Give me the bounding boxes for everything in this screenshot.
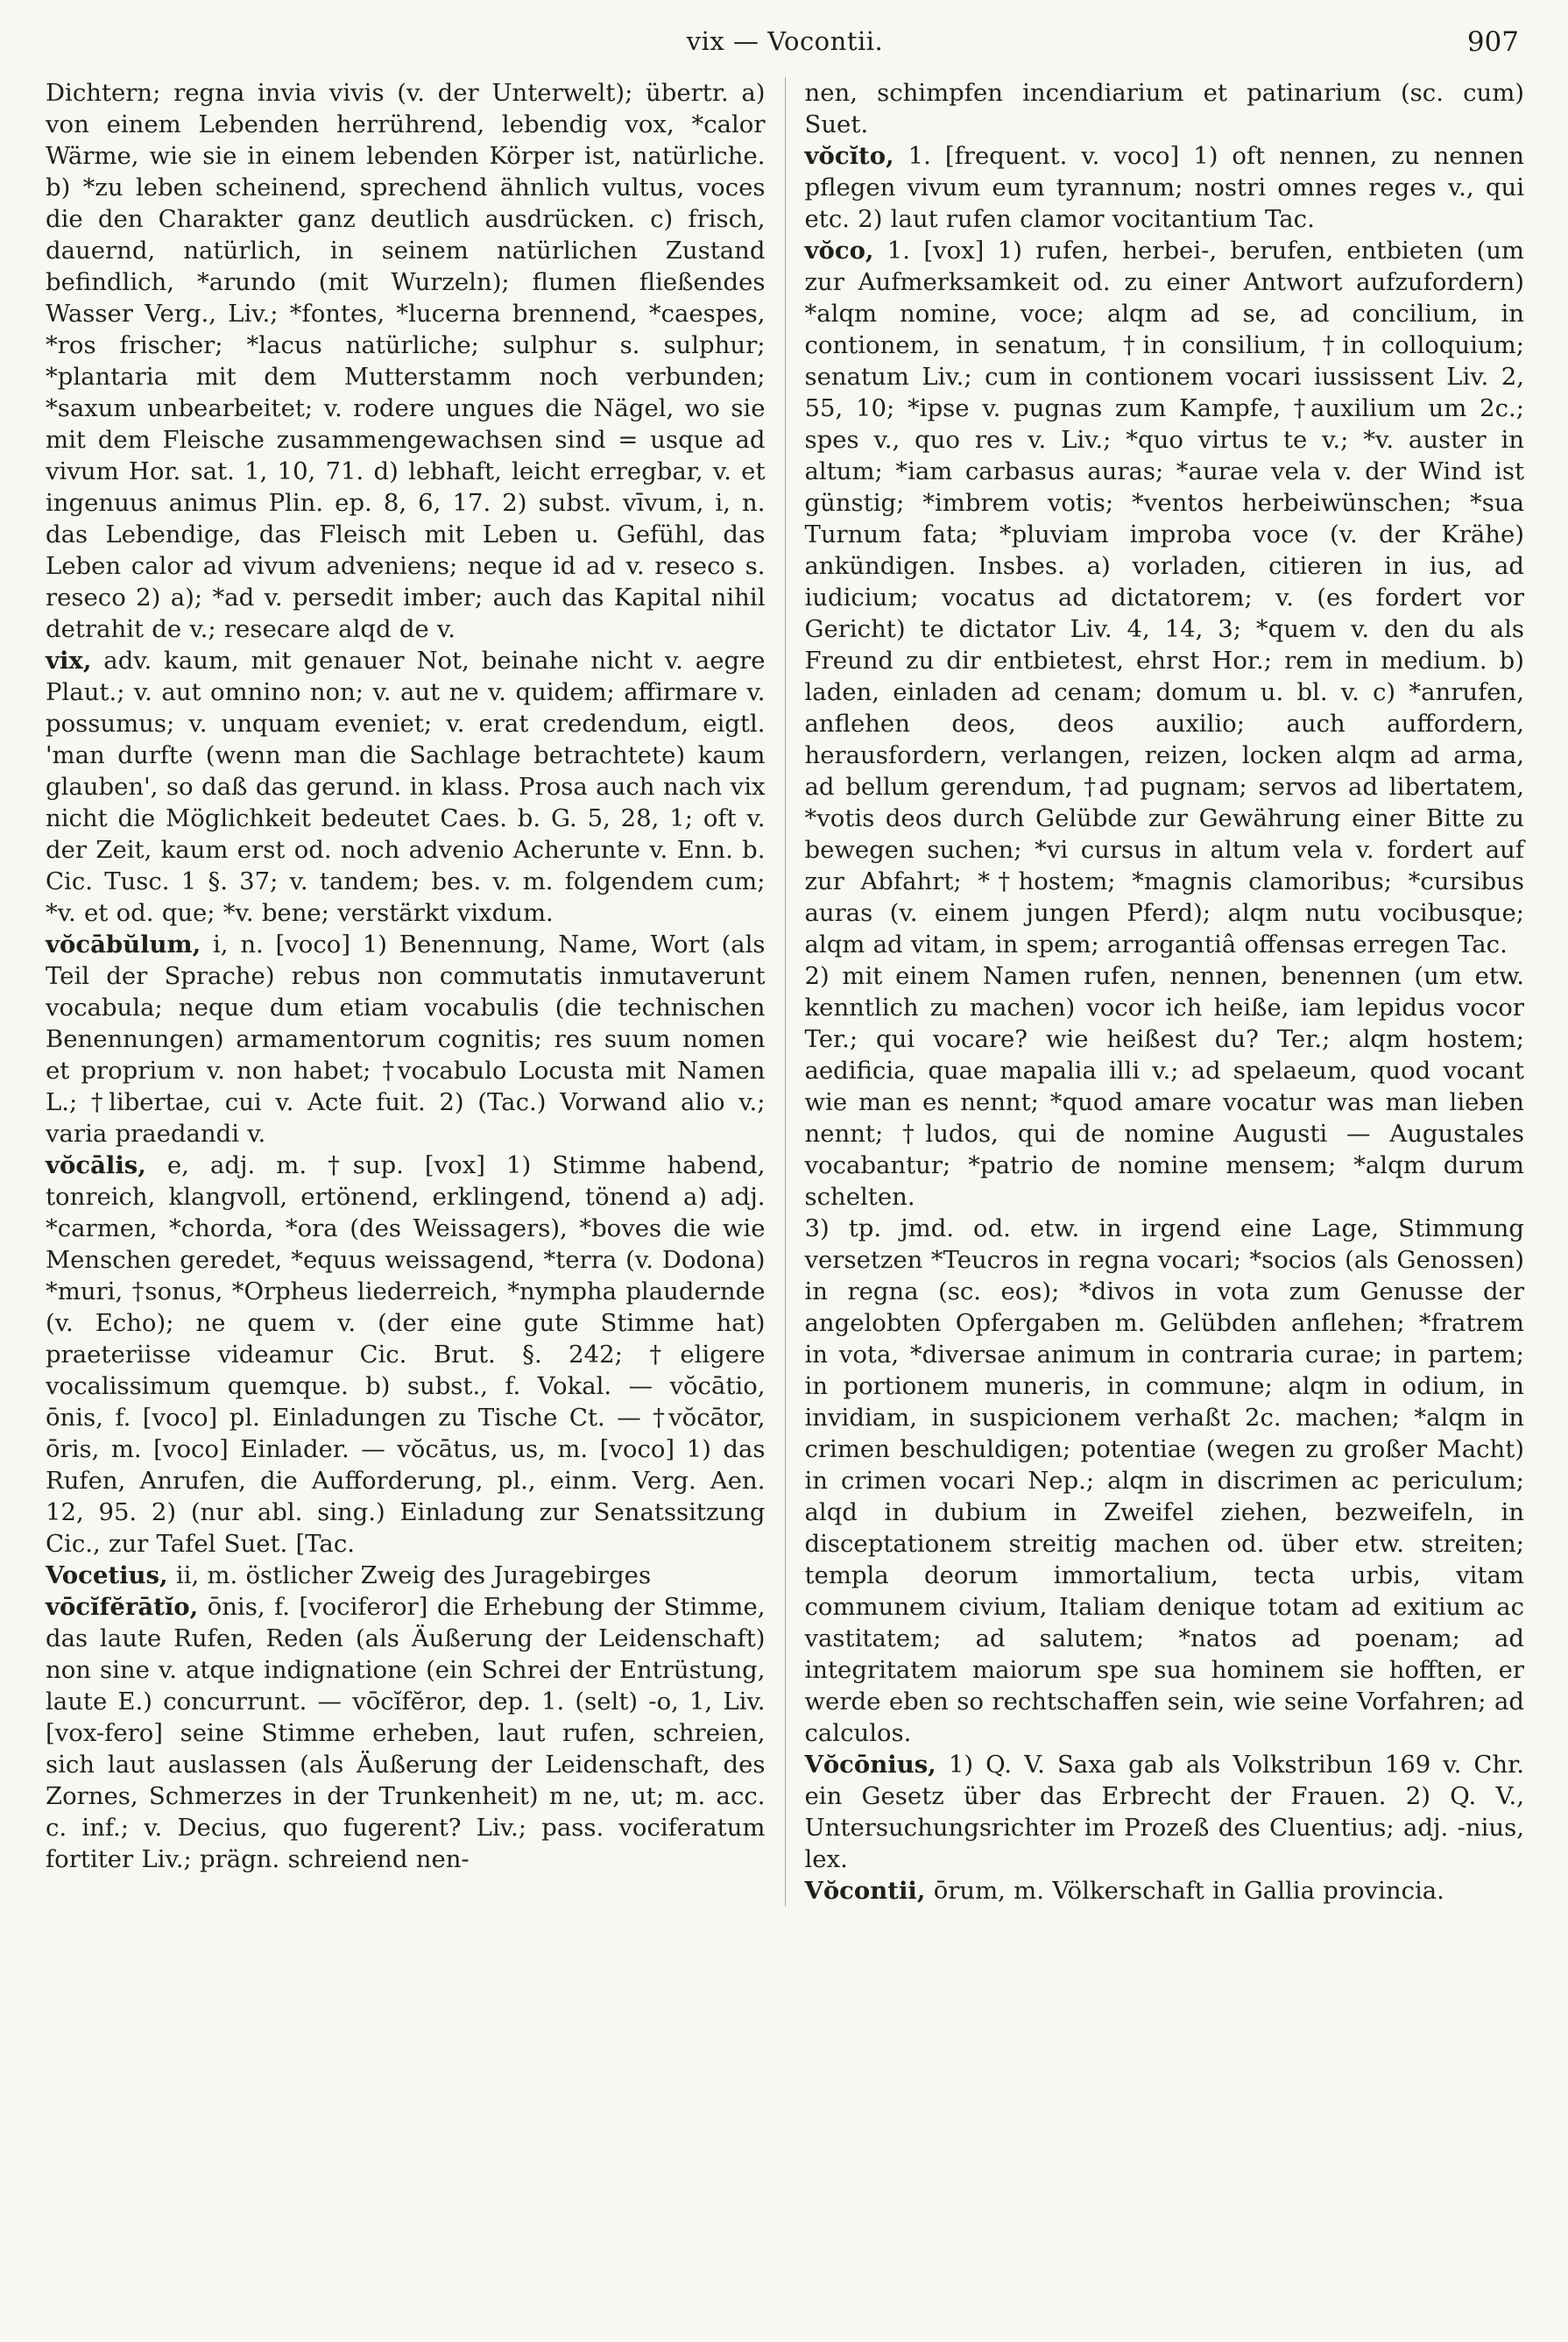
- entry-vociferor-continuation: [805, 77, 1525, 140]
- headword-vocito: vŏcĭto,: [804, 142, 894, 170]
- headword-voco: vŏco,: [804, 237, 874, 265]
- entry-vocito: [805, 140, 1525, 235]
- entry-vocabulum: [46, 929, 766, 1150]
- headword-vocabulum: vŏcābŭlum,: [46, 930, 201, 959]
- entry-voco: [805, 235, 1525, 960]
- entry-text: i, n. [voco] 1) Benennung, Name, Wort (als Teil der Sprache) rebus non commutatis inmutaverunt vocabula; neque dum etiam vocabulis (die technischen Benennungen) armamentorum cognitis; res suum nomen et proprium v. non habet; †vocabulo Locusta mit Namen L.; †libertae, cui v. Acte fuit. 2) (Tac.) Vorwand alio v.; varia praedandi v.: [46, 930, 766, 1148]
- entry-text: 3) tp. jmd. od. etw. in irgend eine Lage, Stimmung versetzen *Teucros in regna vocari; *socios (als Genossen) in regna (sc. eos); *divos in vota zum Genusse der angelobten Opfergaben m. Gelübden anflehen; *fratrem in vota, *diversae animum in contraria curae; in partem; in portionem muneris, in commune; alqm in odium, in invidiam, in suspicionem verhaßt 2c. machen; *alqm in crimen beschuldigen; potentiae (wegen zu großer Macht) in crimen vocari Nep.; alqm in discrimen ac periculum; alqd in dubium in Zweifel ziehen, bezweifeln, in disceptationem streitig machen od. über etw. streiten; templa deorum immortalium, tecta urbis, vitam communem civium, Italiam denique totam ad exitium ac vastitatem; ad salutem; *natos ad poenam; ad integritatem maiorum spe sua hominem sie hofften, er werde eben so rechtschaffen sein, wie seine Vorfahren; ad calculos.: [804, 1214, 1524, 1747]
- headword-vocalis: vŏcālis,: [46, 1151, 146, 1179]
- entry-text: 1) Q. V. Saxa gab als Volkstribun 169 v. Chr. ein Gesetz über das Erbrecht der Frauen. 2) Q. V., Untersuchungsrichter im Prozeß des Cluentius; adj. -nius, lex.: [804, 1751, 1524, 1873]
- left-column: [46, 77, 785, 1907]
- headword-vix: vix,: [46, 647, 92, 675]
- entry-voco-sense-2: [805, 960, 1525, 1213]
- entry-text: adv. kaum, mit genauer Not, beinahe nicht v. aegre Plaut.; v. aut omnino non; v. aut ne v. quidem; affirmare v. possumus; v. unquam eveniet; v. erat credendum, eigtl. 'man durfte (wenn man die Sachlage betrachtete) kaum glauben', so daß das gerund. in klass. Prosa auch nach vix nicht die Möglichkeit bedeutet Caes. b. G. 5, 28, 1; oft v. der Zeit, kaum erst od. noch advenio Acherunte v. Enn. b. Cic. Tusc. 1 §. 37; v. tandem; bes. v. m. folgendem cum; *v. et od. que; *v. bene; verstärkt vixdum.: [46, 647, 766, 927]
- page-number: 907: [1466, 26, 1519, 58]
- entry-vocetius: [46, 1560, 766, 1591]
- entry-text: ii, m. östlicher Zweig des Juragebirges: [175, 1561, 652, 1589]
- entry-text: ōnis, f. [vociferor] die Erhebung der Stimme, das laute Rufen, Reden (als Äußerung der Leidenschaft) non sine v. atque indignatione (ein Schrei der Entrüstung, laute E.) concurrunt. — vōcĭfĕror, dep. 1. (selt) -o, 1, Liv. [vox-fero] seine Stimme erheben, laut rufen, schreien, sich laut auslassen (als Äußerung der Leidenschaft, des Zornes, Schmerzes in der Trunkenheit) m ne, ut; m. acc. c. inf.; v. Decius, quo fugerent? Liv.; pass. vociferatum fortiter Liv.; prägn. schreiend nen-: [46, 1593, 766, 1873]
- entry-text: ōrum, m. Völkerschaft in Gallia provincia.: [933, 1877, 1444, 1905]
- entry-voconius: [805, 1749, 1525, 1875]
- entry-vociferatio: [46, 1591, 766, 1875]
- page-header: [46, 26, 1524, 65]
- headword-vociferatio: vōcĭfĕrātĭo,: [46, 1593, 199, 1621]
- entry-text: 1. [frequent. v. voco] 1) oft nennen, zu nennen pflegen vivum eum tyrannum; nostri omnes reges v., qui etc. 2) laut rufen clamor vocitantium Tac.: [804, 142, 1525, 233]
- entry-voco-sense-3: [805, 1213, 1525, 1749]
- headword-vocontii: Vŏcontii,: [804, 1877, 926, 1905]
- entry-text: 2) mit einem Namen rufen, nennen, benennen (um etw. kenntlich zu machen) vocor ich heiße, iam lepidus vocor Ter.; qui vocare? wie heißest du? Ter.; alqm hostem; aedificia, quae mapalia illi v.; ad spelaeum, quod vocant wie man es nennt; *quod amare vocatur was man lieben nennt; †ludos, qui de nomine Augusti — Augustales vocabantur; *patrio de nomine mensem; *alqm durum schelten.: [804, 962, 1524, 1211]
- entry-text: 1. [vox] 1) rufen, herbei-, berufen, entbieten (um zur Aufmerksamkeit od. zu einer Antwort aufzufordern) *alqm nomine, voce; alqm ad se, ad concilium, in contionem, in senatum, †in consilium, †in colloquium; senatum Liv.; cum in contionem vocari iussissent Liv. 2, 55, 10; *ipse v. pugnas zum Kampfe, †auxilium um 2c.; spes v., quo res v. Liv.; *quo virtus te v.; *v. auster in altum; *iam carbasus auras; *aurae vela v. der Wind ist günstig; *imbrem votis; *ventos herbeiwünschen; *sua Turnum fata; *pluviam improba voce (v. der Krähe) ankündigen. Insbes. a) vorladen, citieren in ius, ad iudicium; vocatus ad dictatorem; v. (es fordert vor Gericht) te dictator Liv. 4, 14, 3; *quem v. den du als Freund zu dir entbietest, ehrst Hor.; rem in medium. b) laden, einladen ad cenam; domum u. bl. v. c) *anrufen, anflehen deos, deos auxilio; auch auffordern, herausfordern, verlangen, reizen, locken alqm ad arma, ad bellum gerendum, †ad pugnam; servos ad libertatem, *votis deos durch Gelübde zur Gewährung einer Bitte zu bewegen suchen; *vi cursus in altum vela v. fordert auf zur Abfahrt; *†hostem; *magnis clamoribus; *cursibus auras (v. einem jungen Pferd); alqm nutu vocibusque; alqm ad vitam, in spem; arrogantiâ offensas erregen Tac.: [804, 237, 1524, 959]
- entry-vocalis: [46, 1150, 766, 1560]
- entry-text: nen, schimpfen incendiarium et patinarium (sc. cum) Suet.: [804, 79, 1524, 138]
- entry-vix: [46, 645, 766, 929]
- entry-vivus-continuation: [46, 77, 766, 645]
- right-column: [786, 77, 1525, 1907]
- text-columns: [46, 77, 1524, 1907]
- running-title: vix — Vocontii.: [686, 26, 884, 56]
- headword-vocetius: Vocetius,: [46, 1561, 168, 1589]
- entry-text: e, adj. m. †sup. [vox] 1) Stimme habend, tonreich, klangvoll, ertönend, erklingend, tönend a) adj. *carmen, *chorda, *ora (des Weissagers), *boves die wie Menschen geredet, *equus weissagend, *terra (v. Dodona) *muri, †sonus, *Orpheus liederreich, *nympha plaudernde (v. Echo); ne quem v. (der eine gute Stimme hat) praeteriisse videamur Cic. Brut. §. 242; †eligere vocalissimum quemque. b) subst., f. Vokal. — vŏcātio, ōnis, f. [voco] pl. Einladungen zu Tische Ct. — †vŏcātor, ōris, m. [voco] Einlader. — vŏcātus, us, m. [voco] 1) das Rufen, Anrufen, die Aufforderung, pl., einm. Verg. Aen. 12, 95. 2) (nur abl. sing.) Einladung zur Senatssitzung Cic., zur Tafel Suet. [Tac.: [46, 1151, 766, 1558]
- entry-text: Dichtern; regna invia vivis (v. der Unterwelt); übertr. a) von einem Lebenden herrührend, lebendig vox, *calor Wärme, wie sie in einem lebenden Körper ist, natürliche. b) *zu leben scheinend, sprechend ähnlich vultus, voces die den Charakter ganz deutlich ausdrücken. c) frisch, dauernd, natürlich, in seinem natürlichen Zustand befindlich, *arundo (mit Wurzeln); flumen fließendes Wasser Verg., Liv.; *fontes, *lucerna brennend, *caespes, *ros frischer; *lacus natürliche; sulphur s. sulphur; *plantaria mit dem Mutterstamm noch verbunden; *saxum unbearbeitet; v. rodere ungues die Nägel, wo sie mit dem Fleische zusammengewachsen sind = usque ad vivum Hor. sat. 1, 10, 71. d) lebhaft, leicht erregbar, v. et ingenuus animus Plin. ep. 8, 6, 17. 2) subst. vīvum, i, n. das Lebendige, das Fleisch mit Leben u. Gefühl, das Leben calor ad vivum adveniens; neque id ad v. reseco s. reseco 2) a); *ad v. persedit imber; auch das Kapital nihil detrahit de v.; resecare alqd de v.: [46, 79, 766, 643]
- headword-voconius: Vŏcōnius,: [804, 1751, 936, 1779]
- entry-vocontii: [805, 1875, 1525, 1907]
